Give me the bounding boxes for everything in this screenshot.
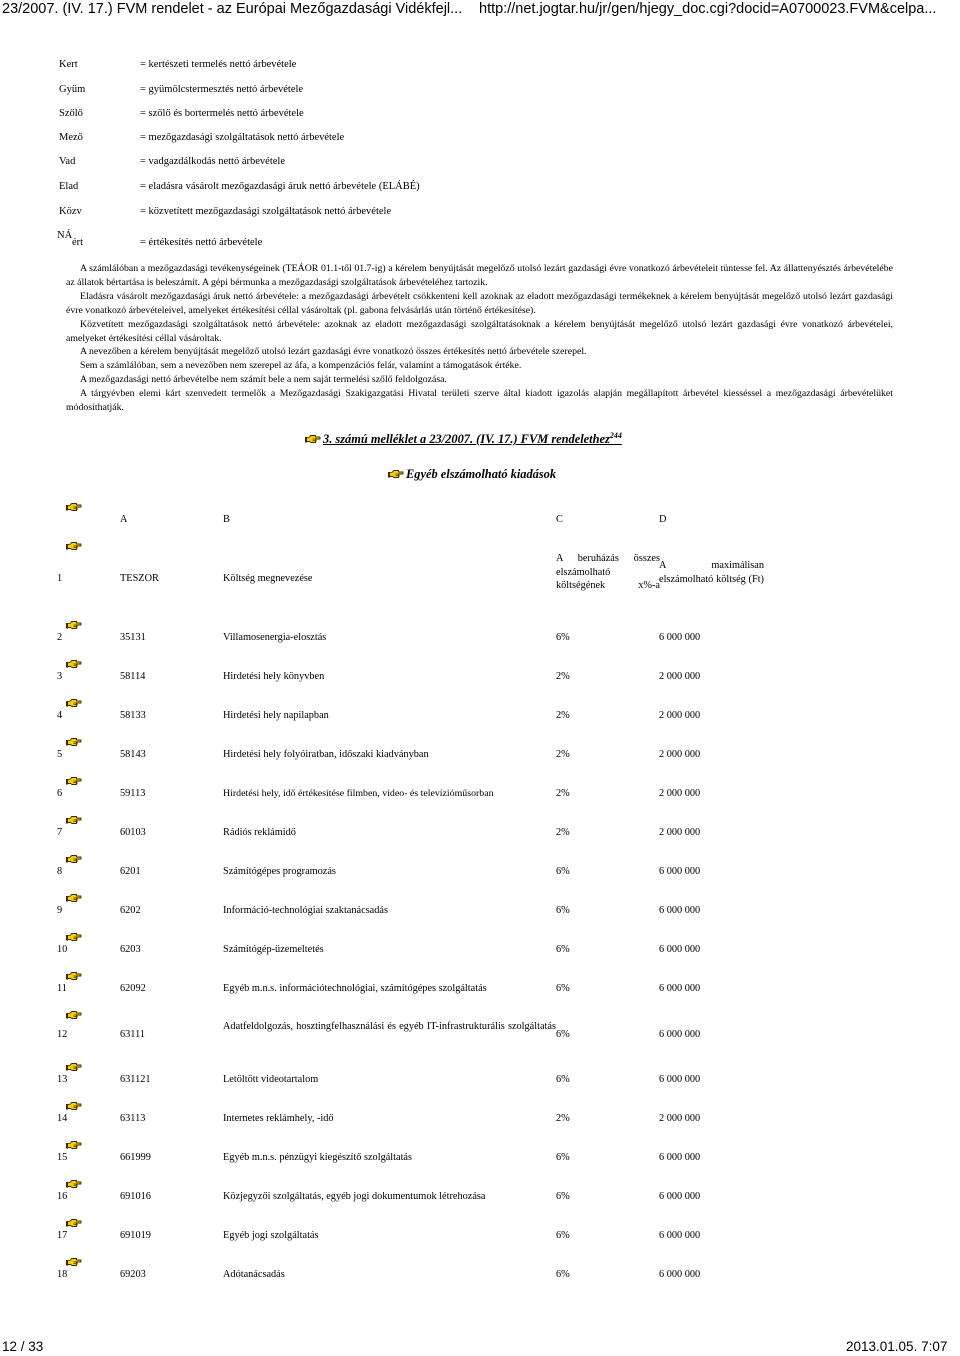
note-paragraph: A mezőgazdasági nettó árbevételbe nem számít bele a nem saját termelési szőlő feldolgozása.: [80, 374, 447, 386]
max-amount: 2 000 000: [659, 788, 701, 799]
teszor-code: 691016: [120, 1191, 151, 1202]
pointing-hand-icon[interactable]: [66, 735, 82, 748]
max-amount: 6 000 000: [659, 1029, 701, 1040]
cost-name: Villamosenergia-elosztás: [223, 632, 327, 643]
pointing-hand-icon[interactable]: [66, 500, 82, 513]
row-number: 18: [57, 1269, 68, 1280]
abbreviation-desc: = szőlő és bortermelés nettó árbevétele: [140, 108, 304, 119]
row-number: 11: [57, 983, 67, 994]
column-header-teszor: TESZOR: [120, 573, 159, 584]
pointing-hand-icon[interactable]: [66, 618, 82, 631]
teszor-code: 6202: [120, 905, 141, 916]
explanatory-notes: [66, 262, 893, 415]
note-paragraph: Sem a számlálóban, sem a nevezőben nem szerepel az áfa, a kompenzációs felár, valamint a támogatások értéke.: [80, 360, 522, 372]
cost-percent: 2%: [556, 671, 570, 682]
teszor-code: 58143: [120, 749, 146, 760]
teszor-code: 6203: [120, 944, 141, 955]
row-number: 9: [57, 905, 63, 916]
cost-name: Letöltött videotartalom: [223, 1074, 319, 1085]
abbreviation-code: Elad: [59, 181, 79, 192]
cost-percent: 2%: [556, 827, 570, 838]
max-amount: 6 000 000: [659, 1152, 701, 1163]
pointing-hand-icon[interactable]: [66, 930, 82, 943]
cost-percent: 6%: [556, 1191, 570, 1202]
abbreviation-code: Mező: [59, 132, 83, 143]
cost-percent: 6%: [556, 866, 570, 877]
annex-heading-link[interactable]: [305, 431, 622, 449]
note-paragraph: Eladásra vásárolt mezőgazdasági áruk nettó árbevétele: a mezőgazdasági árbevételt csökkenteni kell azoknak az eladott mezőgazdasági termékeknek a kérelem benyújtását megelőző utolsó lezárt gazdasági évre vonatkozó árbevételeivel, amelyeket értékesítési céllal vásároltak (pl. gabona felvásárlás után történő értékesítése).: [66, 290, 893, 316]
teszor-code: 691019: [120, 1230, 151, 1241]
cost-name: Közjegyzői szolgáltatás, egyéb jogi dokumentumok létrehozása: [223, 1191, 486, 1202]
column-header-max-amount: A maximálisan elszámolható költség (Ft): [659, 560, 764, 585]
note-paragraph: Közvetített mezőgazdasági szolgáltatások nettó árbevétele: azoknak az eladott mezőgazdasági szolgáltatásoknak a kérelem benyújtását megelőző utolsó lezárt gazdasági évre vonatkozó árbevételei, amelyeket értékesítési céllal vásároltak.: [66, 318, 893, 344]
print-timestamp: 2013.01.05. 7:07: [846, 1339, 948, 1354]
table-title-text: Egyéb elszámolható kiadások: [406, 467, 557, 481]
teszor-code: 59113: [120, 788, 146, 799]
teszor-code: 60103: [120, 827, 146, 838]
row-number: 15: [57, 1152, 68, 1163]
cost-name: Adótanácsadás: [223, 1269, 285, 1280]
cost-percent: 6%: [556, 632, 570, 643]
cost-name: Egyéb m.n.s. információtechnológiai, számítógépes szolgáltatás: [223, 983, 487, 994]
cost-percent: 6%: [556, 983, 570, 994]
abbreviation-desc: = gyümölcstermesztés nettó árbevétele: [140, 84, 304, 95]
pointing-hand-icon[interactable]: [66, 1008, 82, 1021]
teszor-code: 661999: [120, 1152, 151, 1163]
page-number: 12 / 33: [2, 1339, 44, 1354]
max-amount: 2 000 000: [659, 710, 701, 721]
note-paragraph: A tárgyévben elemi kárt szenvedett termelők a Mezőgazdasági Szakigazgatási Hivatal területi szerve által kiadott igazolás alapján megállapított árbevétel kiesséssel a mezőgazdasági árbevételüket módosíthatják.: [66, 388, 893, 414]
cost-name: Hirdetési hely napilapban: [223, 710, 329, 721]
teszor-code: 58133: [120, 710, 146, 721]
teszor-code: 63111: [120, 1029, 145, 1040]
cost-percent: 6%: [556, 1230, 570, 1241]
cost-percent: 2%: [556, 749, 570, 760]
abbreviation-code: Kert: [59, 59, 78, 70]
teszor-code: 6201: [120, 866, 141, 877]
print-header-url: http://net.jogtar.hu/jr/gen/hjegy_doc.cgi?docid=A0700023.FVM&celpa...: [479, 1, 937, 17]
teszor-code: 58114: [120, 671, 146, 682]
cost-name: Számítógépes programozás: [223, 866, 336, 877]
cost-percent: 6%: [556, 944, 570, 955]
cost-percent: 2%: [556, 710, 570, 721]
max-amount: 6 000 000: [659, 1191, 701, 1202]
row-number: 13: [57, 1074, 68, 1085]
note-paragraph: A számlálóban a mezőgazdasági tevékenységeinek (TEÁOR 01.1-től 01.7-ig) a kérelem benyújtását megelőző utolsó lezárt gazdasági évre vonatkozó árbevételeit tüntesse fel. Az állattenyésztés árbevételébe az állatok bértartása is beleszámít. A gépi bérmunka a mezőgazdasági szolgáltatások árbevételéhez tartozik.: [66, 263, 893, 288]
abbreviation-code-subscript: ért: [72, 237, 84, 248]
pointing-hand-icon[interactable]: [66, 852, 82, 865]
pointing-hand-icon: [305, 432, 321, 449]
max-amount: 6 000 000: [659, 632, 701, 643]
pointing-hand-icon[interactable]: [66, 969, 82, 982]
max-amount: 6 000 000: [659, 944, 701, 955]
pointing-hand-icon[interactable]: [66, 813, 82, 826]
note-paragraph: A nevezőben a kérelem benyújtását megelőző utolsó lezárt gazdasági évre vonatkozó összes értékesítés nettó árbevétele szerepel.: [80, 346, 587, 358]
pointing-hand-icon[interactable]: [66, 657, 82, 670]
column-letter: D: [659, 514, 667, 525]
max-amount: 2 000 000: [659, 1113, 701, 1124]
max-amount: 6 000 000: [659, 1269, 701, 1280]
row-number: 6: [57, 788, 63, 799]
abbreviation-desc: = vadgazdálkodás nettó árbevétele: [140, 156, 285, 167]
cost-name: Adatfeldolgozás, hosztingfelhasználási és egyéb IT-infrastrukturális szolgáltatás: [223, 1021, 556, 1032]
abbreviation-code: Szőlő: [59, 108, 83, 119]
cost-name: Hirdetési hely könyvben: [223, 671, 325, 682]
abbreviation-desc: = értékesítés nettó árbevétele: [140, 237, 263, 248]
abbreviation-code: Vad: [59, 156, 76, 167]
column-letter: A: [120, 514, 128, 525]
pointing-hand-icon[interactable]: [66, 1255, 82, 1268]
cost-name: Egyéb m.n.s. pénzügyi kiegészítő szolgáltatás: [223, 1152, 413, 1163]
row-number: 14: [57, 1113, 68, 1124]
row-number: 16: [57, 1191, 68, 1202]
abbreviation-desc: = kertészeti termelés nettó árbevétele: [140, 59, 297, 70]
print-header-title: 23/2007. (IV. 17.) FVM rendelet - az Európai Mezőgazdasági Vidékfejl...: [2, 1, 463, 17]
cost-percent: 6%: [556, 1029, 570, 1040]
pointing-hand-icon[interactable]: [66, 539, 82, 552]
column-letter: C: [556, 514, 563, 525]
cost-name: Hirdetési hely, idő értékesítése filmben, video- és televízióműsorban: [223, 788, 494, 799]
row-number: 17: [57, 1230, 68, 1241]
cost-name: Internetes reklámhely, -idő: [223, 1113, 334, 1124]
annex-heading-text: 3. számú melléklet a 23/2007. (IV. 17.) FVM rendelethez: [323, 432, 610, 446]
row-number: 8: [57, 866, 63, 877]
row-number: 5: [57, 749, 63, 760]
cost-percent: 2%: [556, 788, 570, 799]
row-number: 10: [57, 944, 68, 955]
table-title: [388, 466, 556, 484]
pointing-hand-icon[interactable]: [66, 1216, 82, 1229]
abbreviation-desc: = mezőgazdasági szolgáltatások nettó árbevétele: [140, 132, 345, 143]
teszor-code: 69203: [120, 1269, 146, 1280]
max-amount: 2 000 000: [659, 827, 701, 838]
max-amount: 2 000 000: [659, 749, 701, 760]
max-amount: 2 000 000: [659, 671, 701, 682]
column-header-name: Költség megnevezése: [223, 573, 313, 584]
cost-name: Számítógép-üzemeltetés: [223, 944, 324, 955]
teszor-code: 35131: [120, 632, 146, 643]
cost-name: Egyéb jogi szolgáltatás: [223, 1230, 319, 1241]
cost-percent: 6%: [556, 1074, 570, 1085]
footnote-marker[interactable]: 244: [609, 431, 622, 440]
teszor-code: 62092: [120, 983, 146, 994]
column-header-percent: A beruházás összes elszámolható költségének x%-a: [556, 553, 660, 591]
pointing-hand-icon: [388, 467, 404, 484]
abbreviation-code: Gyüm: [59, 84, 86, 95]
browser-print-header: [0, 0, 960, 18]
abbreviation-desc: = eladásra vásárolt mezőgazdasági áruk nettó árbevétele (ELÁBÉ): [140, 181, 420, 192]
teszor-code: 631121: [120, 1074, 151, 1085]
max-amount: 6 000 000: [659, 983, 701, 994]
abbreviation-code: Közv: [59, 206, 82, 217]
row-number: 3: [57, 671, 63, 682]
cost-percent: 2%: [556, 1113, 570, 1124]
pointing-hand-icon[interactable]: [66, 1138, 82, 1151]
max-amount: 6 000 000: [659, 905, 701, 916]
pointing-hand-icon[interactable]: [66, 1099, 82, 1112]
column-letter: B: [223, 514, 230, 525]
row-number: 2: [57, 632, 63, 643]
cost-name: Rádiós reklámidő: [223, 827, 296, 838]
pointing-hand-icon[interactable]: [66, 891, 82, 904]
max-amount: 6 000 000: [659, 1230, 701, 1241]
max-amount: 6 000 000: [659, 1074, 701, 1085]
cost-name: Hirdetési hely folyóiratban, időszaki kiadványban: [223, 749, 429, 760]
teszor-code: 63113: [120, 1113, 146, 1124]
pointing-hand-icon[interactable]: [66, 1060, 82, 1073]
cost-percent: 6%: [556, 1152, 570, 1163]
row-number: 1: [57, 573, 63, 584]
row-number: 4: [57, 710, 63, 721]
pointing-hand-icon[interactable]: [66, 774, 82, 787]
pointing-hand-icon[interactable]: [66, 696, 82, 709]
abbreviation-code: NÁ: [57, 230, 73, 241]
cost-percent: 6%: [556, 1269, 570, 1280]
row-number: 7: [57, 827, 63, 838]
abbreviation-desc: = közvetített mezőgazdasági szolgáltatások nettó árbevétele: [140, 206, 392, 217]
max-amount: 6 000 000: [659, 866, 701, 877]
row-number: 12: [57, 1029, 68, 1040]
cost-percent: 6%: [556, 905, 570, 916]
pointing-hand-icon[interactable]: [66, 1177, 82, 1190]
cost-name: Információ-technológiai szaktanácsadás: [223, 905, 388, 916]
